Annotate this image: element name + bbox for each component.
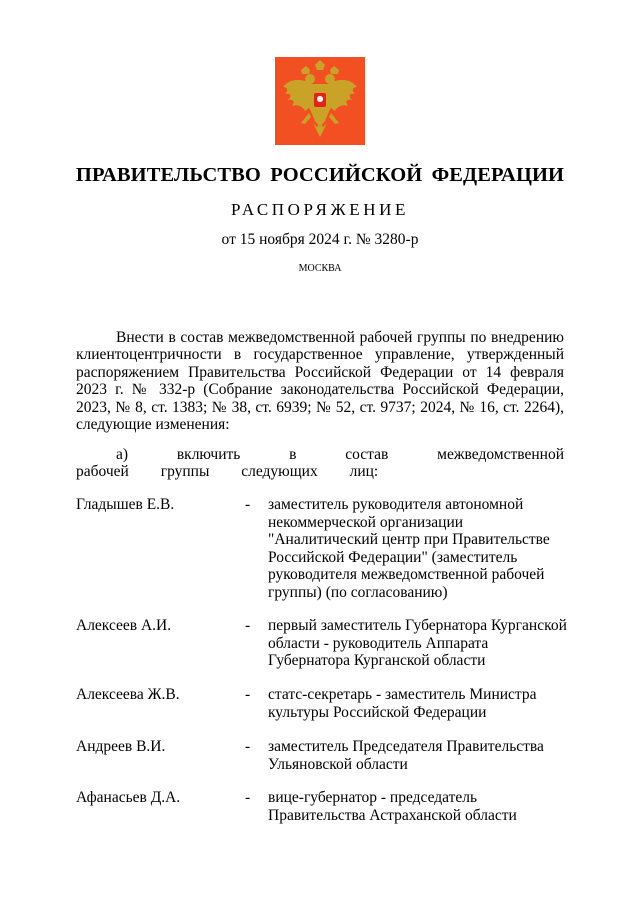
member-name: Алексеев А.И. xyxy=(76,617,172,634)
russian-coat-of-arms-icon xyxy=(275,57,365,145)
member-dash: - xyxy=(245,617,251,634)
member-dash: - xyxy=(245,686,251,703)
member-name: Алексеева Ж.В. xyxy=(76,686,180,703)
member-name: Афанасьев Д.А. xyxy=(76,789,181,806)
item-a-paragraph: а) включить в состав межведомственной рабочей группы следующих лиц: xyxy=(76,446,564,481)
government-title: ПРАВИТЕЛЬСТВО РОССИЙСКОЙ ФЕДЕРАЦИИ xyxy=(75,164,565,186)
member-dash: - xyxy=(245,738,251,755)
member-role: статс-секретарь - заместитель Министра культуры Российской Федерации xyxy=(268,686,537,721)
member-role: первый заместитель Губернатора Курганской области - руководитель Аппарата Губернатора Курганской области xyxy=(268,617,567,670)
coat-of-arms-emblem xyxy=(275,57,365,145)
member-name: Андреев В.И. xyxy=(76,738,166,755)
document-city: МОСКВА xyxy=(298,263,342,274)
member-name: Гладышев Е.В. xyxy=(76,496,175,513)
member-role: заместитель руководителя автономной некоммерческой организации "Аналитический центр при Правительстве Российской Федерации" (заместитель руководителя межведомственной рабочей группы) (по согласованию) xyxy=(268,496,550,601)
member-role: заместитель Председателя Правительства Ульяновской области xyxy=(268,738,544,773)
member-role: вице-губернатор - председатель Правительства Астраханской области xyxy=(268,789,517,824)
member-dash: - xyxy=(245,496,251,513)
document-type: РАСПОРЯЖЕНИЕ xyxy=(230,200,410,219)
preamble-paragraph: Внести в состав межведомственной рабочей группы по внедрению клиентоцентричности в государственное управление, утвержденный распоряжением Правительства Российской Федерации от 14 февраля 2023 г. № 332-р (Собрание законодательства Российской Федерации, 2023, № 8, ст. 1383; № 38, ст. 6939; № 52, ст. 9737; 2024, № 16, ст. 2264), следующие изменения: xyxy=(76,329,564,434)
document-date-number: от 15 ноября 2024 г. № 3280-р xyxy=(221,231,419,248)
member-dash: - xyxy=(245,789,251,806)
